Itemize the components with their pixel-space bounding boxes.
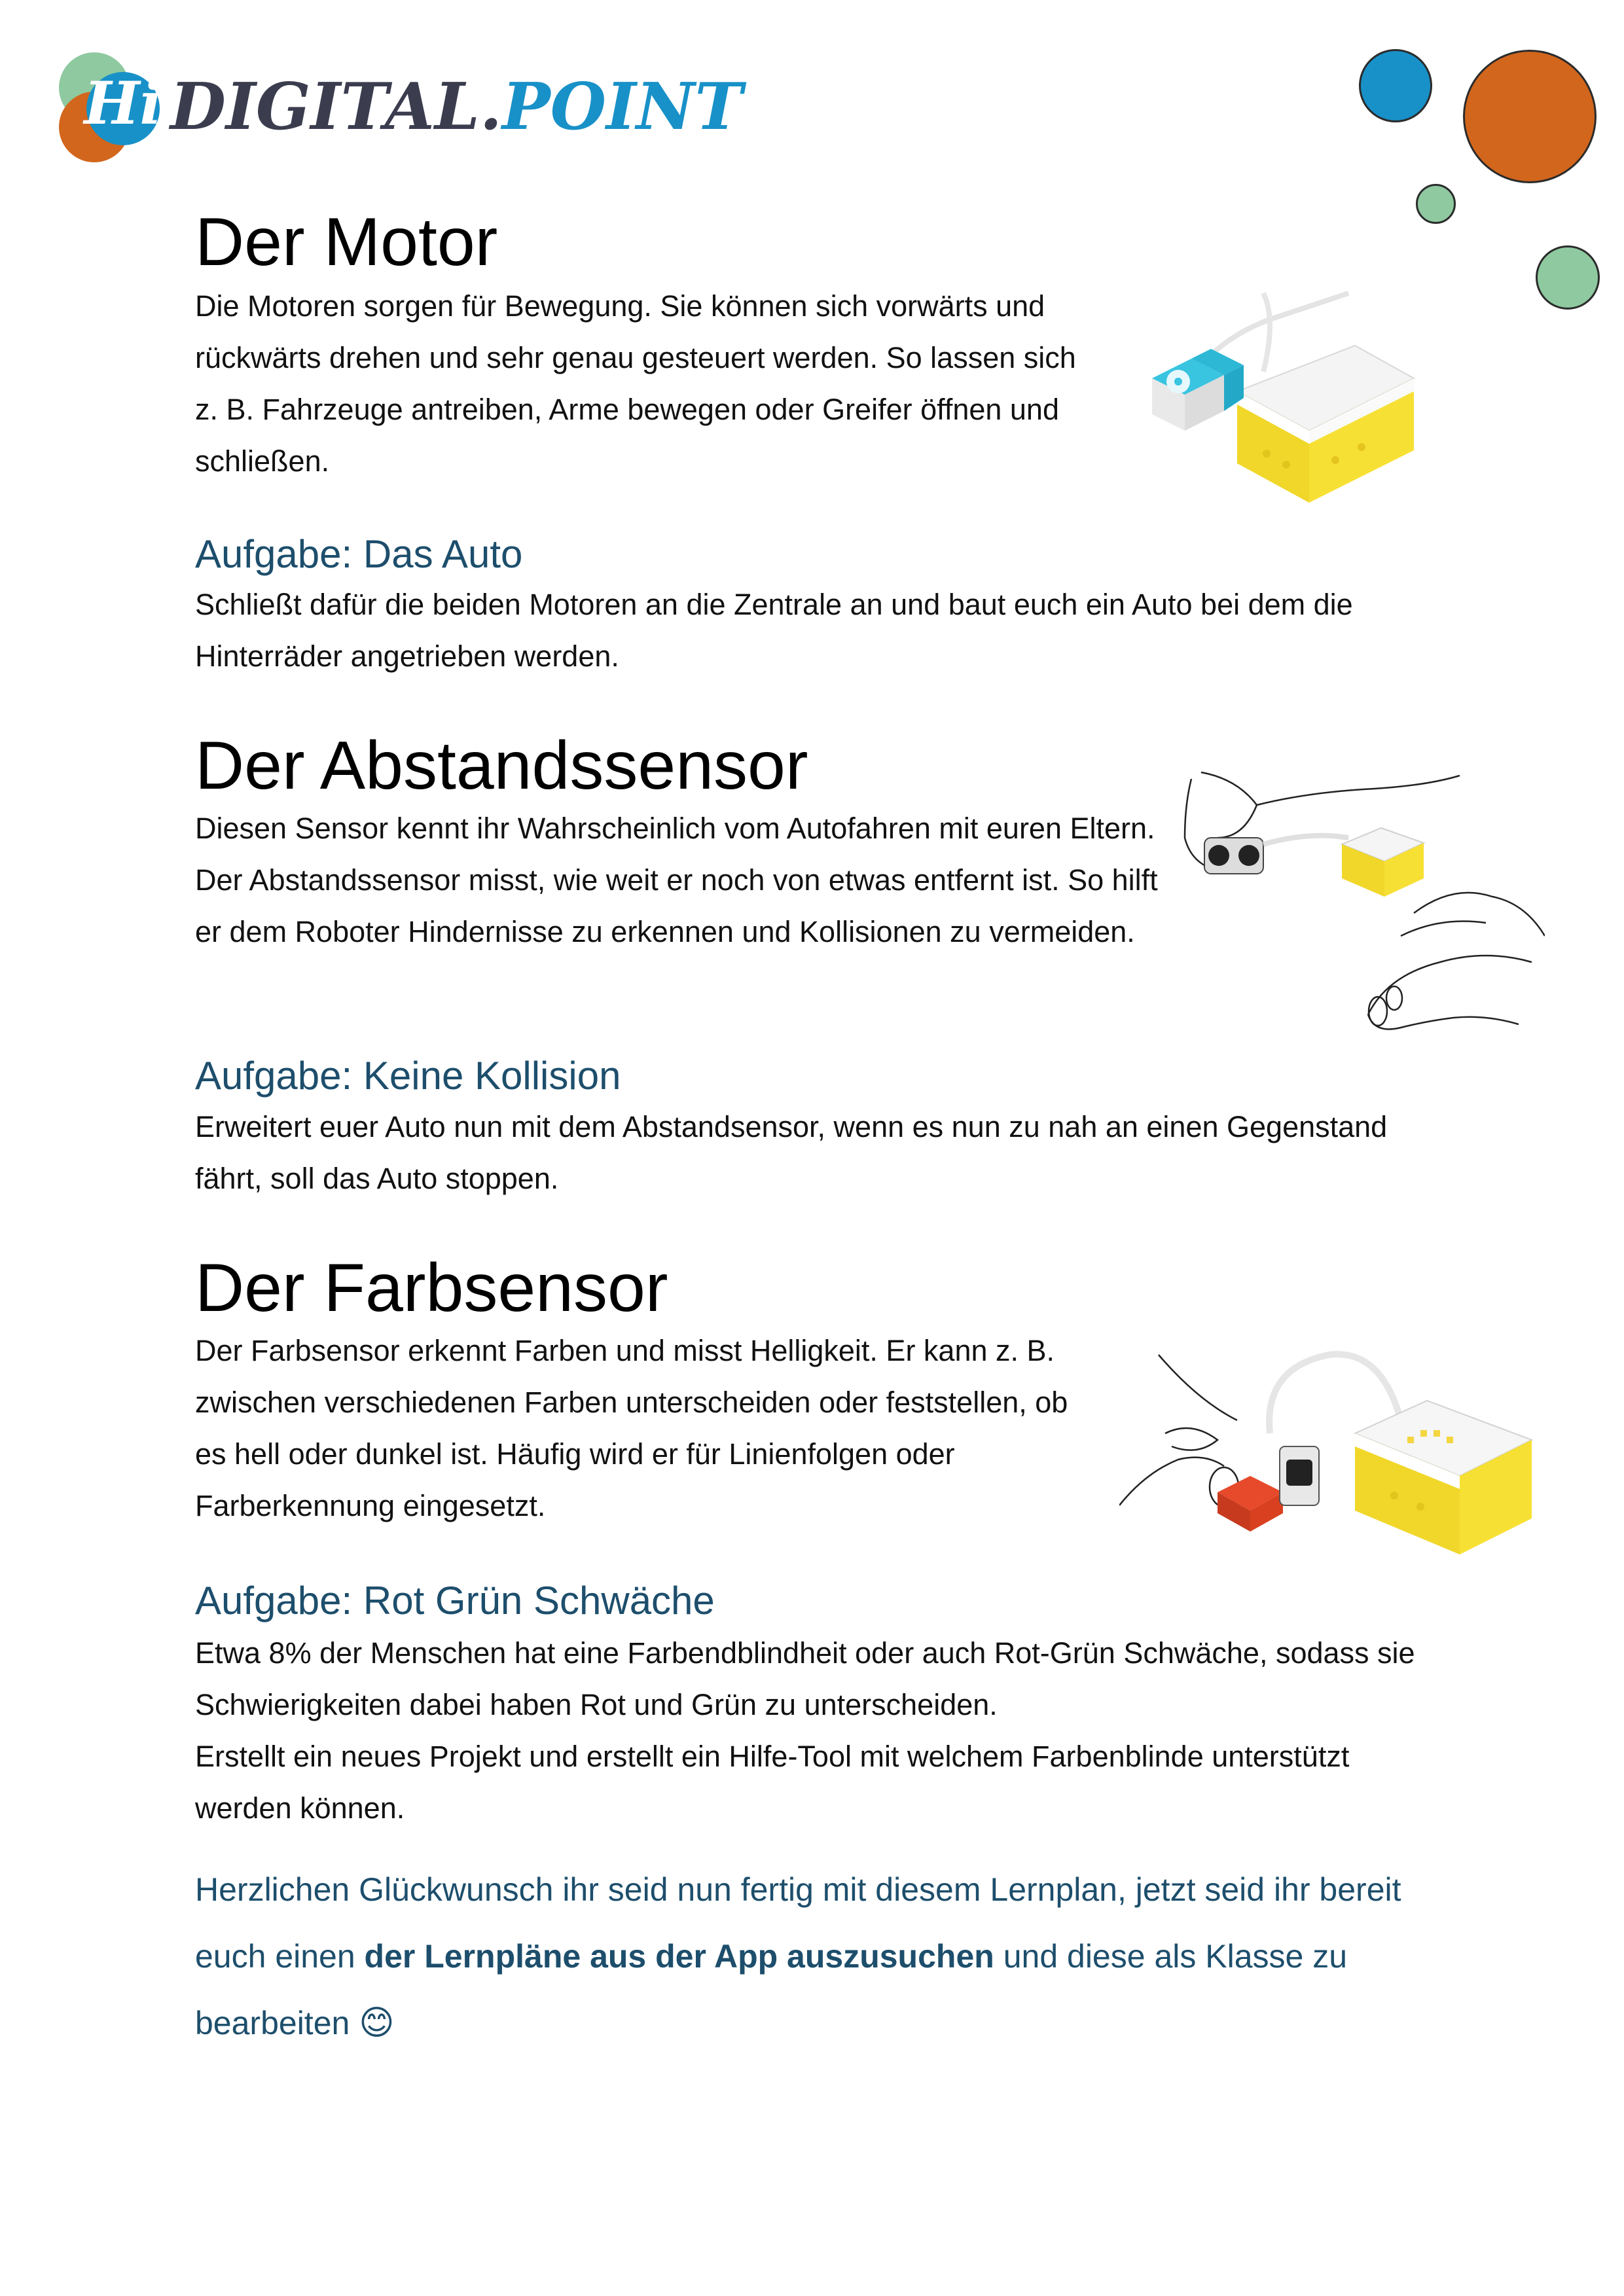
logo-mark: Hi xyxy=(84,69,162,138)
task-title-distance-sensor: Aufgabe: Keine Kollision xyxy=(195,1054,621,1098)
section-title-distance-sensor: Der Abstandssensor xyxy=(195,728,808,804)
task-title-color-sensor: Aufgabe: Rot Grün Schwäche xyxy=(195,1579,715,1623)
logo-wordmark xyxy=(170,62,742,153)
bubble-green-small xyxy=(1416,184,1456,224)
bubble-orange xyxy=(1463,50,1597,183)
task-body-distance-sensor: Erweitert euer Auto nun mit dem Abstandsensor, wenn es nun zu nah an einen Gegenstand fährt, soll das Auto stoppen. xyxy=(195,1110,1388,1195)
section-body-color-sensor: Der Farbsensor erkennt Farben und misst Helligkeit. Er kann z. B. zwischen verschiedenen Farben unterscheiden oder feststellen, ob es hell oder dunkel ist. Häufig wird er für Linienfolgen oder Farberkennung eingesetzt. xyxy=(195,1334,1068,1522)
section-title-color-sensor: Der Farbsensor xyxy=(195,1250,668,1326)
bubble-blue xyxy=(1359,49,1432,122)
color-sensor-illustration xyxy=(1119,1342,1545,1590)
closing-message xyxy=(195,1856,1471,2056)
task-body-motor: Schließt dafür die beiden Motoren an die Zentrale an und baut euch ein Auto bei dem die Hinterräder angetrieben werden. xyxy=(195,588,1353,673)
closing-text-1: Herzlichen Glückwunsch ihr seid nun fertig mit diesem Lernplan, jetzt seid ihr bereit euch einen xyxy=(195,1871,1401,1975)
task-body-color-sensor-2: Erstellt ein neues Projekt und erstellt ein Hilfe-Tool mit welchem Farbenblinde unterstützt werden können. xyxy=(195,1740,1350,1825)
motor-illustration xyxy=(1139,280,1427,517)
closing-text-bold: der Lernpläne aus der App auszusuchen xyxy=(364,1938,994,1975)
closing-text-2: und diese als Klasse zu bearbeiten xyxy=(195,1938,1348,2041)
logo-word-point: POINT xyxy=(502,69,743,145)
digital-point-logo xyxy=(58,47,743,165)
task-body-color-sensor-1: Etwa 8% der Menschen hat eine Farbendblindheit oder auch Rot-Grün Schwäche, sodass sie Schwierigkeiten dabei haben Rot und Grün zu unterscheiden. xyxy=(195,1636,1415,1721)
task-title-motor: Aufgabe: Das Auto xyxy=(195,532,523,576)
section-body-motor: Die Motoren sorgen für Bewegung. Sie können sich vorwärts und rückwärts drehen und sehr genau gesteuert werden. So lassen sich z. B. Fahrzeuge antreiben, Arme bewegen oder Greifer öffnen und schließen. xyxy=(195,289,1076,478)
bubble-green xyxy=(1536,245,1600,310)
section-body-distance-sensor: Diesen Sensor kennt ihr Wahrscheinlich vom Autofahren mit euren Eltern. Der Abstandssensor misst, wie weit er noch von etwas entfernt ist. So hilft er dem Roboter Hindernisse zu erkennen und Kollisionen zu vermeiden. xyxy=(195,812,1158,948)
section-title-motor: Der Motor xyxy=(195,204,498,280)
smiley-icon: 😊 xyxy=(359,2003,395,2043)
distance-sensor-illustration xyxy=(1178,766,1545,1060)
logo-word-digital: DIGITAL. xyxy=(170,69,502,145)
